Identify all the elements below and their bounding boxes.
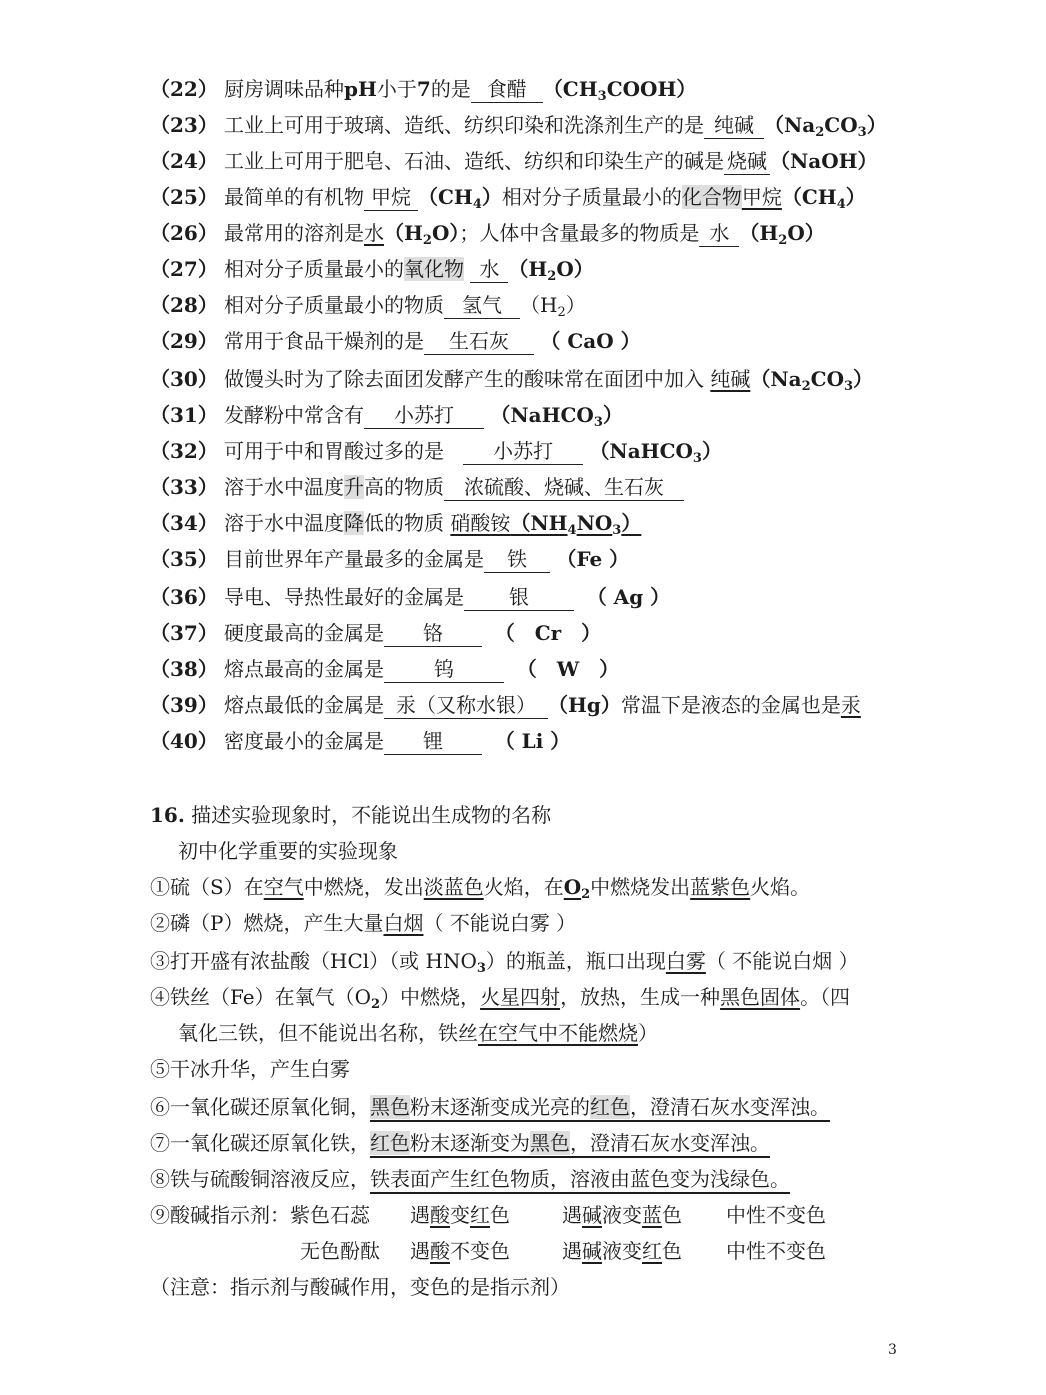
- item-30: [150, 364, 873, 394]
- formula: ）: [866, 113, 887, 137]
- formula: ）: [602, 403, 623, 427]
- item-number: （32）: [150, 439, 218, 463]
- item-40: [150, 726, 570, 756]
- text: 火焰，在: [483, 875, 564, 899]
- section-heading: [150, 800, 551, 830]
- formula-subscript: 2: [422, 233, 432, 248]
- item-35: [150, 544, 629, 574]
- formula: （H: [384, 221, 423, 245]
- text: ⑦一氧化碳还原氧化铁，: [150, 1131, 370, 1155]
- underlined-text: 碱: [582, 1203, 602, 1227]
- answer-blank: 食醋: [471, 76, 543, 103]
- highlighted-text: 黑色: [370, 1095, 410, 1119]
- item-24: [150, 146, 878, 176]
- formula-subscript: 3: [597, 89, 607, 104]
- highlighted-text: 降: [344, 511, 364, 535]
- text: ④铁丝（Fe）在氧气（O: [150, 985, 372, 1009]
- answer-text: 甲烷: [741, 185, 782, 209]
- item-text: 7: [416, 77, 431, 101]
- item-32: [150, 436, 722, 466]
- item-number: （40）: [150, 729, 218, 753]
- answer-blank: 铁: [484, 546, 550, 573]
- text: 色: [662, 1203, 682, 1227]
- item-number: （37）: [150, 621, 218, 645]
- formula-subscript: 3: [692, 451, 702, 466]
- formula: （ Cr ）: [494, 621, 602, 645]
- item-text: 小于: [376, 77, 417, 101]
- text: ⑧铁与硫酸铜溶液反应，: [150, 1167, 370, 1191]
- formula-subscript: 2: [815, 125, 825, 140]
- formula-subscript: 4: [836, 197, 846, 212]
- answer-text: 水: [364, 221, 384, 245]
- formula: （CH: [781, 185, 837, 209]
- underlined-text: 空气: [263, 875, 304, 899]
- formula: O）: [787, 221, 825, 245]
- text: ③打开盛有浓盐酸（HCl）（或 HNO: [150, 949, 477, 973]
- formula: （ Li ）: [494, 729, 571, 753]
- formula-subscript: 2: [557, 305, 566, 320]
- formula-subscript: 3: [612, 523, 622, 538]
- text: ，放热，生成一种: [560, 985, 721, 1009]
- note: [150, 1272, 570, 1302]
- text: ）的瓶盖，瓶口出现: [485, 949, 666, 973]
- text: 不变色: [450, 1239, 510, 1263]
- item-23: [150, 110, 887, 140]
- underlined-text: 白烟: [383, 911, 424, 935]
- answer-blank: 生石灰: [424, 328, 534, 355]
- highlighted-text: 红色: [590, 1095, 630, 1119]
- item-text: 可用于中和胃酸过多的是: [224, 439, 444, 463]
- item-number: （26）: [150, 221, 218, 245]
- item-number: （28）: [150, 293, 218, 317]
- formula: （H: [739, 221, 779, 245]
- item-text: 溶于水中温度: [224, 511, 344, 535]
- phenomenon-4: [150, 982, 850, 1012]
- underlined-text: 红: [470, 1203, 490, 1227]
- formula: CO: [824, 113, 858, 137]
- item-26: [150, 218, 825, 248]
- item-text: 熔点最低的金属是: [224, 693, 384, 717]
- item-28: [150, 290, 586, 320]
- underlined-text: 白雾: [665, 949, 706, 973]
- formula: （NaHCO: [490, 403, 594, 427]
- item-text: 发酵粉中常含有: [224, 403, 364, 427]
- formula: O）: [556, 257, 594, 281]
- answer-blank: 汞（又称水银）: [384, 692, 548, 719]
- answer-blank: 银: [464, 584, 574, 611]
- answer-blank: 氢气: [444, 292, 520, 319]
- formula: （CH: [542, 77, 598, 101]
- base-result: [562, 1200, 682, 1230]
- text: 遇: [562, 1239, 582, 1263]
- item-text: 熔点最高的金属是: [224, 657, 384, 681]
- formula: （ CaO ）: [540, 329, 641, 353]
- formula: ）: [481, 185, 502, 209]
- formula: NO: [576, 511, 613, 535]
- phenomenon-8: [150, 1164, 790, 1194]
- answer-blank: 甲烷: [364, 184, 418, 211]
- answer-blank: 锂: [384, 728, 482, 755]
- item-31: [150, 400, 623, 430]
- neutral-result: 中性不变色: [726, 1203, 826, 1227]
- text: （ 不能说白烟 ）: [705, 949, 859, 973]
- formula: O: [563, 875, 582, 899]
- highlighted-text: 升: [344, 475, 364, 499]
- item-text: 相对分子质量最小的物质: [224, 293, 444, 317]
- text: 遇: [562, 1203, 582, 1227]
- formula-subscript: 2: [801, 379, 811, 394]
- formula-subscript: 3: [844, 379, 854, 394]
- item-text: 常温下是液态的金属也是: [620, 693, 841, 717]
- item-number: （34）: [150, 511, 218, 535]
- text: 氧化三铁，但不能说出名称，铁丝: [178, 1021, 478, 1045]
- acid-result: [410, 1200, 510, 1230]
- item-number: （25）: [150, 185, 218, 209]
- item-number: （31）: [150, 403, 218, 427]
- item-text: 导电、导热性最好的金属是: [224, 585, 464, 609]
- page-number: 3: [888, 1342, 897, 1358]
- phenomenon-1: [150, 872, 810, 902]
- item-text: 常用于食品干燥剂的是: [224, 329, 424, 353]
- text: 火焰。: [750, 875, 811, 899]
- formula: （NaHCO: [589, 439, 693, 463]
- item-text: 工业上可用于肥皂、石油、造纸、纺织和印染生产的碱是: [224, 149, 724, 173]
- answer-blank: 钨: [384, 656, 504, 683]
- text: ）: [638, 1021, 658, 1045]
- formula: （ Ag ）: [586, 585, 671, 609]
- formula-subscript: 2: [371, 997, 381, 1012]
- formula: ）: [565, 293, 586, 317]
- text: ⑨酸碱指示剂：紫色石蕊: [150, 1203, 370, 1227]
- formula: O）: [431, 221, 460, 245]
- text: 色: [662, 1239, 682, 1263]
- formula: （Na: [750, 367, 802, 391]
- item-text: 最常用的溶剂是: [224, 221, 364, 245]
- text: 中燃烧发出: [590, 875, 691, 899]
- phenomenon-5: [150, 1054, 350, 1084]
- highlighted-text: 红色: [370, 1131, 410, 1155]
- phenomenon-9: [150, 1200, 826, 1230]
- item-number: （24）: [150, 149, 218, 173]
- section-title: 描述实验现象时，不能说出生成物的名称: [191, 803, 552, 827]
- underlined-text: 火星四射: [480, 985, 561, 1009]
- subheading-text: 初中化学重要的实验现象: [178, 839, 398, 863]
- formula-subscript: 3: [476, 961, 486, 976]
- item-34: [150, 508, 641, 538]
- answer-blank: 烧碱: [724, 148, 770, 175]
- phenomenon-7: [150, 1128, 770, 1158]
- formula: （NH: [510, 511, 568, 535]
- text: 粉末逐渐变为: [410, 1131, 530, 1155]
- underlined-text: 铁表面产生红色物质，溶液由蓝色变为浅绿色。: [370, 1167, 790, 1191]
- text: ，澄清石灰水变浑浊。: [630, 1095, 830, 1119]
- formula: （CH: [418, 185, 473, 209]
- item-text: 相对分子质量最小的: [224, 257, 404, 281]
- underlined-text: 蓝紫色: [690, 875, 751, 899]
- answer-text: 硝酸铵: [450, 511, 511, 535]
- formula: （Na: [764, 113, 816, 137]
- text: （ 不能说白雾 ）: [423, 911, 577, 935]
- answer-blank: 小苏打: [364, 402, 484, 429]
- formula-subscript: 3: [593, 415, 603, 430]
- formula: （H: [508, 257, 548, 281]
- item-text: 目前世界年产量最多的金属是: [224, 547, 484, 571]
- formula: （Fe ）: [556, 547, 630, 571]
- text: ）中燃烧，: [380, 985, 481, 1009]
- item-text: pH: [344, 77, 377, 101]
- underlined-text: 碱: [582, 1239, 602, 1263]
- item-text: 硬度最高的金属是: [224, 621, 384, 645]
- text: 中燃烧，发出: [303, 875, 424, 899]
- formula: （ W ）: [516, 657, 620, 681]
- acid-result: [410, 1236, 510, 1266]
- highlighted-text: 黑色: [530, 1131, 570, 1155]
- item-27: [150, 254, 594, 284]
- item-text: 的是: [430, 77, 471, 101]
- answer-blank: 铬: [384, 620, 482, 647]
- text: 变: [450, 1203, 470, 1227]
- formula: ）: [853, 367, 874, 391]
- answer-text: 纯碱: [710, 367, 751, 391]
- item-37: [150, 618, 601, 648]
- answer-text: 汞: [840, 693, 861, 717]
- item-text: 最简单的有机物: [224, 185, 364, 209]
- text: ①硫（S）在: [150, 875, 264, 899]
- item-39: [150, 690, 861, 720]
- item-text: 厨房调味品种: [224, 77, 344, 101]
- item-text: 密度最小的金属是: [224, 729, 384, 753]
- text: 色: [490, 1203, 510, 1227]
- phenomenon-3: [150, 946, 859, 976]
- text: 无色酚酞: [300, 1239, 380, 1263]
- answer-blank: 纯碱: [704, 112, 764, 139]
- section-number: 16.: [150, 803, 185, 827]
- item-22: [150, 74, 696, 104]
- text: 液变: [602, 1239, 642, 1263]
- text: 粉末逐渐变成光亮的: [410, 1095, 590, 1119]
- highlighted-text: 化合物: [681, 185, 742, 209]
- answer-blank: 水: [470, 256, 508, 283]
- item-text: 工业上可用于玻璃、造纸、纺织印染和洗涤剂生产的是: [224, 113, 704, 137]
- item-text: 高的物质: [364, 475, 444, 499]
- highlighted-text: 氧化物: [404, 257, 464, 281]
- formula-subscript: 2: [547, 269, 557, 284]
- item-number: （36）: [150, 585, 218, 609]
- item-number: （38）: [150, 657, 218, 681]
- formula-subscript: 4: [472, 197, 482, 212]
- text: 遇: [410, 1203, 430, 1227]
- text: ⑤干冰升华，产生白雾: [150, 1057, 350, 1081]
- phenomenon-4-continued: [178, 1018, 658, 1048]
- text: ，澄清石灰水变浑浊。: [570, 1131, 770, 1155]
- item-number: （39）: [150, 693, 218, 717]
- answer-blank: 小苏打: [463, 438, 583, 465]
- item-text: 相对分子质量最小的: [501, 185, 682, 209]
- answer-blank: 浓硫酸、烧碱、生石灰: [444, 474, 684, 501]
- formula: （NaOH）: [770, 149, 878, 173]
- section-subheading: [178, 836, 398, 866]
- item-29: [150, 326, 641, 356]
- answer-blank: 水: [699, 220, 739, 247]
- formula: CO: [810, 367, 844, 391]
- item-25: [150, 182, 866, 212]
- formula: ）: [621, 511, 642, 535]
- formula: （H: [520, 293, 558, 317]
- text: 液变: [602, 1203, 642, 1227]
- text: ②磷（P）燃烧，产生大量: [150, 911, 384, 935]
- underlined-text: 蓝: [642, 1203, 662, 1227]
- formula-subscript: 3: [857, 125, 867, 140]
- item-number: （22）: [150, 77, 218, 101]
- neutral-result: 中性不变色: [726, 1239, 826, 1263]
- item-38: [150, 654, 619, 684]
- underlined-text: 淡蓝色: [423, 875, 484, 899]
- item-number: （30）: [150, 367, 218, 391]
- base-result: [562, 1236, 682, 1266]
- item-text: 低的物质: [364, 511, 444, 535]
- phenomenon-6: [150, 1092, 830, 1122]
- underlined-text: 红: [642, 1239, 662, 1263]
- item-number: （33）: [150, 475, 218, 499]
- underlined-text: 酸: [430, 1239, 450, 1263]
- text: 遇: [410, 1239, 430, 1263]
- formula: ）: [701, 439, 722, 463]
- item-number: （27）: [150, 257, 218, 281]
- item-33: [150, 472, 684, 502]
- formula-subscript: 2: [581, 887, 591, 902]
- text: 。（四: [800, 985, 851, 1009]
- formula: COOH）: [606, 77, 697, 101]
- item-36: [150, 582, 670, 612]
- formula: ）: [845, 185, 866, 209]
- formula: （Hg）: [548, 693, 621, 717]
- item-number: （23）: [150, 113, 218, 137]
- item-number: （35）: [150, 547, 218, 571]
- item-text: 做馒头时为了除去面团发酵产生的酸味常在面团中加入: [224, 367, 704, 391]
- text: ⑥一氧化碳还原氧化铜，: [150, 1095, 370, 1119]
- item-number: （29）: [150, 329, 218, 353]
- item-text: 溶于水中温度: [224, 475, 344, 499]
- phenomenon-2: [150, 908, 576, 938]
- note-text: （注意：指示剂与酸碱作用，变色的是指示剂）: [150, 1275, 570, 1299]
- formula-subscript: 2: [778, 233, 788, 248]
- formula-subscript: 4: [567, 523, 577, 538]
- item-text: ；人体中含量最多的物质是: [459, 221, 700, 245]
- underlined-text: 黑色固体: [720, 985, 801, 1009]
- underlined-text: 酸: [430, 1203, 450, 1227]
- underlined-text: 在空气中不能燃烧: [478, 1021, 638, 1045]
